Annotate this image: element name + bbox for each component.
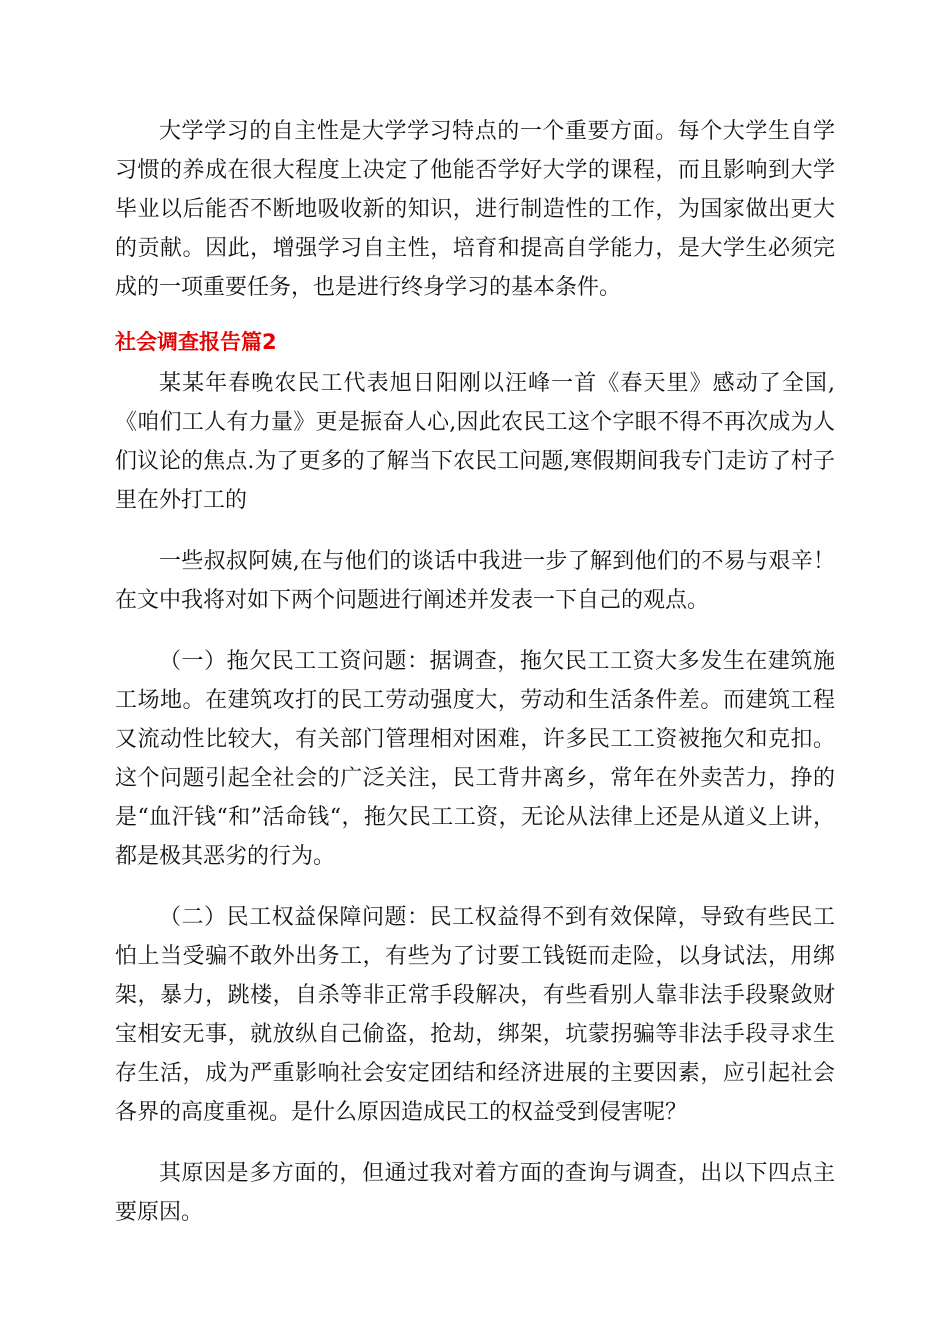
paragraph-2: 一些叔叔阿姨,在与他们的谈话中我进一步了解到他们的不易与艰辛！在文中我将对如下两个问题进行阐述并发表一下自己的观点。	[115, 549, 835, 613]
document-page	[115, 112, 835, 1232]
paragraph-conclusion: 其原因是多方面的，但通过我对着方面的查询与调查，出以下四点主要原因。	[115, 1161, 835, 1225]
paragraph-item-2: （二）民工权益保障问题：民工权益得不到有效保障，导致有些民工怕上当受骗不敢外出务工，有些为了讨要工钱铤而走险，以身试法，用绑架，暴力，跳楼，自杀等非正常手段解决，有些看别人靠非法手段聚敛财宝相安无事，就放纵自己偷盗，抢劫，绑架，坑蒙拐骗等非法手段寻求生存生活，成为严重影响社会安定团结和经济进展的主要因素，应引起社会各界的高度重视。是什么原因造成民工的权益受到侵害呢？	[115, 905, 835, 1125]
paragraph-1: 某某年春晚农民工代表旭日阳刚以汪峰一首《春天里》感动了全国,《咱们工人有力量》更是振奋人心,因此农民工这个字眼不得不再次成为人们议论的焦点.为了更多的了解当下农民工问题,寒假期间我专门走访了村子里在外打工的	[115, 371, 835, 513]
paragraph-item-1: （一）拖欠民工工资问题：据调查，拖欠民工工资大多发生在建筑施工场地。在建筑攻打的民工劳动强度大，劳动和生活条件差。而建筑工程又流动性比较大，有关部门管理相对困难，许多民工工资被拖欠和克扣。这个问题引起全社会的广泛关注，民工背井离乡，常年在外卖苦力，挣的是“血汗钱“和”活命钱“，拖欠民工工资，无论从法律上还是从道义上讲，都是极其恶劣的行为。	[115, 649, 835, 869]
intro-paragraph: 大学学习的自主性是大学学习特点的一个重要方面。每个大学生自学习惯的养成在很大程度上决定了他能否学好大学的课程，而且影响到大学毕业以后能否不断地吸收新的知识，进行制造性的工作，为国家做出更大的贡献。因此，增强学习自主性，培育和提高自学能力，是大学生必须完成的一项重要任务，也是进行终身学习的基本条件。	[115, 119, 835, 300]
section-heading: 社会调查报告篇2	[115, 330, 277, 354]
